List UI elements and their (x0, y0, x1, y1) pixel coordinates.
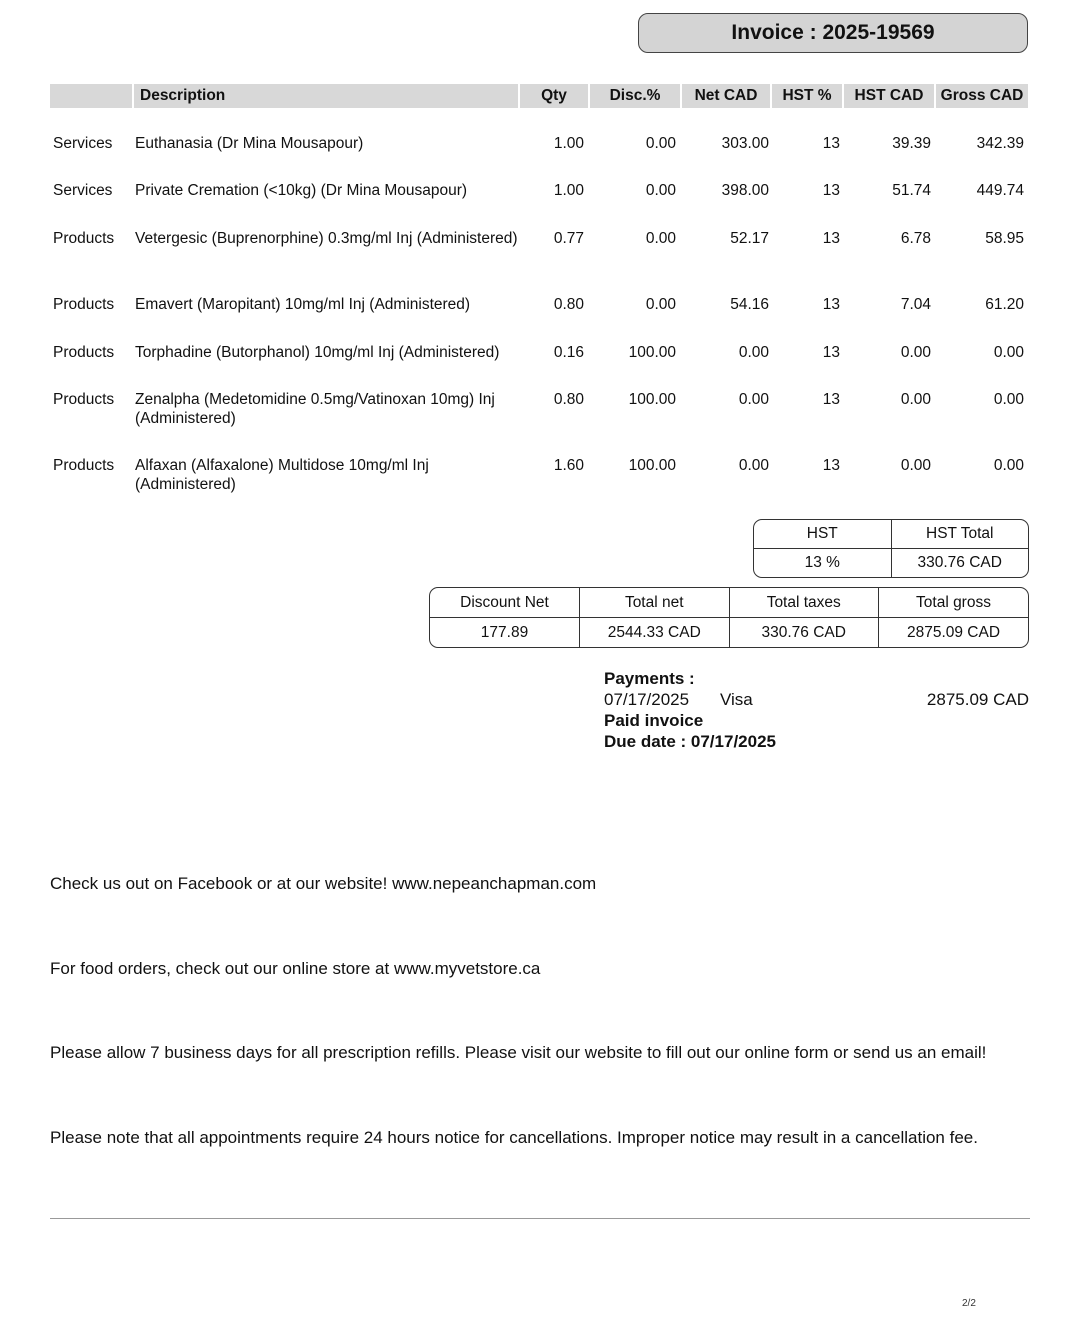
item-type: Services (53, 182, 113, 199)
total-gross-label: Total gross (879, 588, 1029, 618)
item-gross: 61.20 (985, 296, 1024, 313)
item-qty: 0.16 (553, 344, 584, 361)
discount-net-label: Discount Net (430, 588, 580, 618)
note-cancellations: Please note that all appointments require 24 hours notice for cancellations. Improper notice may result in a cancellation fee. (50, 1128, 978, 1147)
item-disc: 100.00 (628, 457, 676, 474)
item-description: Emavert (Maropitant) 10mg/ml Inj (Administered) (135, 296, 471, 313)
item-hst-pct: 13 (822, 391, 840, 408)
item-type: Products (53, 230, 115, 247)
payment-method: Visa (720, 690, 753, 709)
item-hst-pct: 13 (822, 296, 840, 313)
item-description: Alfaxan (Alfaxalone) Multidose 10mg/ml Inj (Administered) (135, 457, 429, 493)
payments-section (604, 668, 1029, 752)
item-gross: 0.00 (993, 457, 1024, 474)
item-hst-pct: 13 (822, 135, 840, 152)
item-qty: 0.80 (553, 296, 584, 313)
payments-heading: Payments : (604, 669, 695, 688)
item-type: Products (53, 391, 115, 408)
item-hst-cad: 51.74 (892, 182, 931, 199)
hst-label: HST (754, 520, 891, 549)
item-gross: 0.00 (993, 344, 1024, 361)
item-description: Vetergesic (Buprenorphine) 0.3mg/ml Inj (Administered) (135, 230, 518, 247)
item-net: 0.00 (738, 457, 769, 474)
item-hst-cad: 0.00 (900, 391, 931, 408)
item-gross: 0.00 (993, 391, 1024, 408)
item-net: 0.00 (738, 391, 769, 408)
item-net: 0.00 (738, 344, 769, 361)
item-disc: 100.00 (628, 391, 676, 408)
totals-table (429, 587, 1029, 648)
item-disc: 0.00 (645, 230, 676, 247)
item-hst-pct: 13 (822, 182, 840, 199)
item-qty: 0.80 (553, 391, 584, 408)
item-type: Services (53, 135, 113, 152)
payment-date: 07/17/2025 (604, 690, 690, 709)
item-hst-cad: 6.78 (900, 230, 931, 247)
item-gross: 449.74 (976, 182, 1024, 199)
paid-status: Paid invoice (604, 711, 704, 730)
discount-net-value: 177.89 (430, 618, 580, 648)
due-date: Due date : 07/17/2025 (604, 732, 776, 751)
note-facebook: Check us out on Facebook or at our website! www.nepeanchapman.com (50, 874, 597, 893)
total-net-value: 2544.33 CAD (580, 618, 730, 648)
item-description: Private Cremation (<10kg) (Dr Mina Mousapour) (135, 182, 468, 199)
item-type: Products (53, 344, 115, 361)
item-description: Zenalpha (Medetomidine 0.5mg/Vatinoxan 10mg) Inj (Administered) (135, 391, 495, 427)
item-qty: 1.00 (553, 182, 584, 199)
item-description: Euthanasia (Dr Mina Mousapour) (135, 135, 364, 152)
hst-summary-table (753, 519, 1029, 578)
item-disc: 0.00 (645, 182, 676, 199)
header-net: Net CAD (682, 84, 770, 108)
item-hst-cad: 7.04 (900, 296, 931, 313)
item-hst-pct: 13 (822, 230, 840, 247)
hst-total-value: 330.76 CAD (917, 554, 1002, 571)
payment-amount: 2875.09 CAD (926, 690, 1029, 709)
item-net: 52.17 (730, 230, 769, 247)
header-gross: Gross CAD (936, 84, 1028, 108)
item-qty: 1.60 (553, 457, 584, 474)
note-food-orders: For food orders, check out our online store at www.myvetstore.ca (50, 959, 541, 978)
header-type-blank (50, 84, 132, 108)
total-taxes-value: 330.76 CAD (729, 618, 879, 648)
header-hst-cad: HST CAD (844, 84, 934, 108)
item-disc: 100.00 (628, 344, 676, 361)
item-disc: 0.00 (645, 135, 676, 152)
hst-value: 13 % (754, 549, 891, 578)
item-hst-cad: 39.39 (892, 135, 931, 152)
total-net-label: Total net (580, 588, 730, 618)
item-gross: 58.95 (985, 230, 1024, 247)
invoice-title: Invoice : 2025-19569 (638, 13, 1028, 53)
page-number: 2/2 (962, 1298, 976, 1309)
item-hst-cad: 0.00 (900, 344, 931, 361)
item-disc: 0.00 (645, 296, 676, 313)
footer-divider (50, 1218, 1030, 1219)
table-header (50, 84, 1028, 108)
item-type: Products (53, 296, 115, 313)
item-net: 54.16 (730, 296, 769, 313)
header-qty: Qty (520, 84, 588, 108)
item-hst-pct: 13 (822, 457, 840, 474)
item-type: Products (53, 457, 115, 474)
item-hst-pct: 13 (822, 344, 840, 361)
item-net: 398.00 (721, 182, 769, 199)
header-disc: Disc.% (590, 84, 680, 108)
header-description: Description (134, 84, 518, 108)
item-qty: 1.00 (553, 135, 584, 152)
item-net: 303.00 (721, 135, 769, 152)
item-gross: 342.39 (976, 135, 1024, 152)
hst-total-label: HST Total (891, 520, 1028, 549)
item-hst-cad: 0.00 (900, 457, 931, 474)
note-prescription-refills: Please allow 7 business days for all prescription refills. Please visit our website to fill out our online form or send us an email! (50, 1043, 987, 1062)
header-hst-pct: HST % (772, 84, 842, 108)
total-taxes-label: Total taxes (729, 588, 879, 618)
item-description: Torphadine (Butorphanol) 10mg/ml Inj (Administered) (135, 344, 500, 361)
total-gross-value: 2875.09 CAD (906, 623, 1001, 641)
item-qty: 0.77 (553, 230, 584, 247)
